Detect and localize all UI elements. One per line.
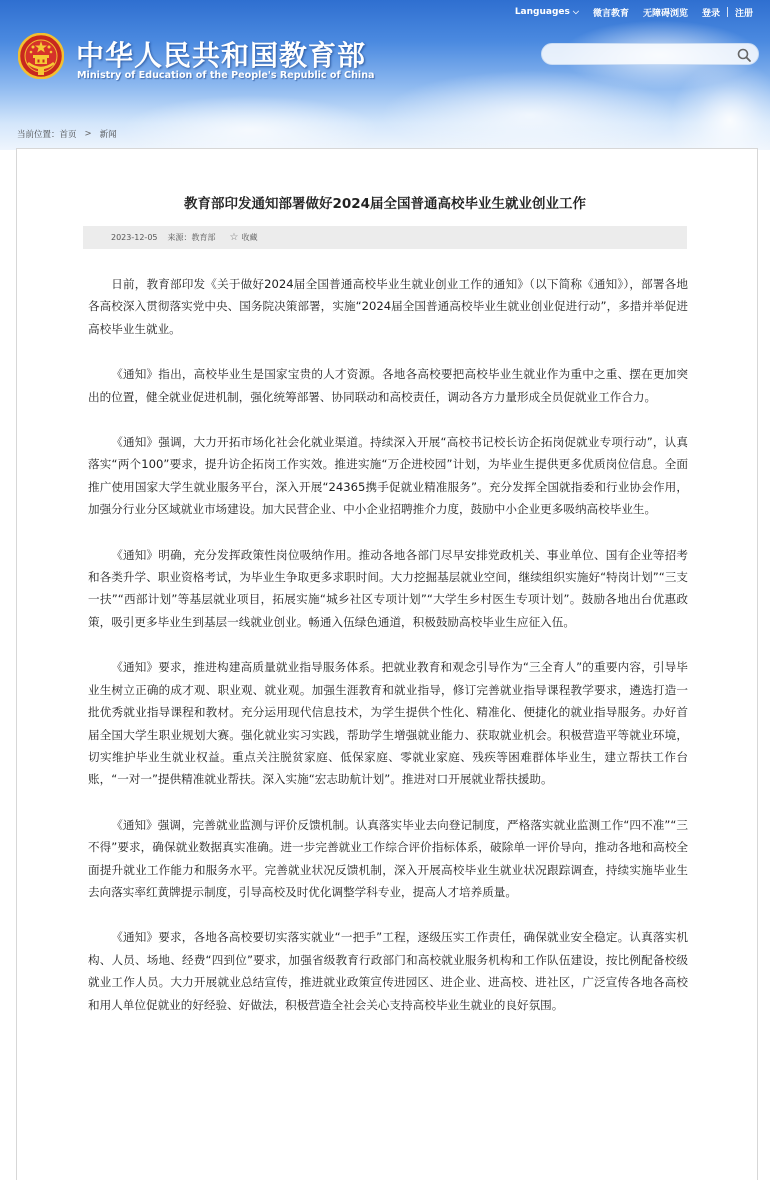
ministry-logo-english[interactable]: Ministry of Education of the People's Republic of China — [77, 70, 375, 81]
register-link[interactable]: 注册 — [734, 8, 753, 19]
national-emblem-icon — [18, 33, 64, 79]
article-paragraph: 《通知》要求，各地各高校要切实落实就业“一把手”工程，逐级压实工作责任，确保就业安全稳定。认真落实机构、人员、场地、经费“四到位”要求，加强省级教育行政部门和高校就业服务机构和工作队伍建设，按比例配备校级就业工作人员。大力开展就业总结宣传，推进就业政策宣传进园区、进企业、进高校、进社区，广泛宣传各地各高校和用人单位促就业的好经验、好做法，积极营造全社会关心支持高校毕业生就业的良好氛围。 — [88, 930, 688, 1012]
article-meta-bar — [83, 226, 687, 249]
favorite-button[interactable]: 收藏 — [241, 233, 258, 242]
breadcrumb-current-link[interactable]: 新闻 — [99, 130, 117, 140]
accessible-browse-link[interactable]: 无障碍浏览 — [642, 8, 688, 19]
article-body — [88, 273, 688, 1039]
search-icon[interactable] — [736, 47, 752, 63]
article-paragraph: 《通知》指出，高校毕业生是国家宝贵的人才资源。各地各高校要把高校毕业生就业作为重中之重、摆在更加突出的位置，健全就业促进机制，强化统筹部署、协同联动和高校责任，调动各方力量形成全员促就业工作合力。 — [88, 367, 688, 404]
languages-menu[interactable]: Languages ⌵ — [514, 7, 579, 17]
article-paragraph: 《通知》强调，完善就业监测与评价反馈机制。认真落实毕业去向登记制度，严格落实就业监测工作“四不准”“三不得”要求，确保就业数据真实准确。进一步完善就业工作综合评价指标体系，破除单一评价导向，推动各地和高校全面提升就业工作能力和服务水平。完善就业状况反馈机制，深入开展高校毕业生就业状况跟踪调查，持续实施毕业生去向落实率红黄牌提示制度，引导高校及时优化调整学科专业，提高人才培养质量。 — [88, 817, 688, 899]
chevron-down-icon: ⌵ — [572, 7, 579, 16]
microblog-link[interactable]: 微言教育 — [592, 8, 629, 19]
top-links-bar — [508, 4, 760, 20]
article-title: 教育部印发通知部署做好2024届全国普通高校毕业生就业创业工作 — [183, 196, 587, 212]
breadcrumb-home-link[interactable]: 首页 — [59, 130, 77, 140]
article-source: 来源：教育部 — [167, 233, 216, 242]
chevron-right-icon: > — [84, 129, 92, 139]
breadcrumb — [17, 128, 117, 140]
search-box — [541, 43, 759, 65]
article-paragraph: 《通知》要求，推进构建高质量就业指导服务体系。把就业教育和观念引导作为“三全育人”的重要内容，引导毕业生树立正确的成才观、职业观、就业观。加强生涯教育和就业指导，修订完善就业指导课程教学要求，遴选打造一批优秀就业指导课程和教材。充分运用现代信息技术，为学生提供个性化、精准化、便捷化的就业指导服务。办好首届全国大学生职业规划大赛。强化就业实习实践，帮助学生增强就业能力、获取就业机会。积极营造平等就业环境，切实维护毕业生就业权益。重点关注脱贫家庭、低保家庭、零就业家庭、残疾等困难群体毕业生，建立帮扶工作台账，“一对一”提供精准就业帮扶。深入实施“宏志助航计划”。推进对口开展就业帮扶援助。 — [88, 660, 688, 787]
article-paragraph: 《通知》强调，大力开拓市场化社会化就业渠道。持续深入开展“高校书记校长访企拓岗促就业专项行动”，认真落实“两个100”要求，提升访企拓岗工作实效。推进实施“万企进校园”计划，为毕业生提供更多优质岗位信息。全面推广使用国家大学生就业服务平台，深入开展“24365携手促就业精准服务”。充分发挥全国就指委和行业协会作用，加强分行业分区域就业市场建设。加大民营企业、中小企业招聘推介力度，鼓励中小企业更多吸纳高校毕业生。 — [88, 435, 688, 517]
ministry-logo-chinese[interactable]: 中华人民共和国教育部 — [76, 39, 367, 72]
search-input[interactable] — [552, 46, 732, 62]
login-link[interactable]: 登录 — [701, 8, 720, 19]
breadcrumb-prefix: 当前位置： — [17, 130, 60, 140]
star-icon[interactable]: ☆ — [229, 232, 239, 243]
article-date: 2023-12-05 — [111, 233, 158, 242]
article-paragraph: 《通知》明确，充分发挥政策性岗位吸纳作用。推动各地各部门尽早安排党政机关、事业单位、国有企业等招考和各类升学、职业资格考试，为毕业生争取更多求职时间。大力挖掘基层就业空间，继续组织实施好“特岗计划”“三支一扶”“西部计划”等基层就业项目，拓展实施“城乡社区专项计划”“大学生乡村医生专项计划”。鼓励各地出台优惠政策，吸引更多毕业生到基层一线就业创业。畅通入伍绿色通道，积极鼓励高校毕业生应征入伍。 — [88, 547, 688, 629]
article-paragraph: 日前，教育部印发《关于做好2024届全国普通高校毕业生就业创业工作的通知》（以下简称《通知》），部署各地各高校深入贯彻落实党中央、国务院决策部署，实施“2024届全国普通高校毕业生就业创业促进行动”，多措并举促进高校毕业生就业。 — [88, 277, 688, 336]
